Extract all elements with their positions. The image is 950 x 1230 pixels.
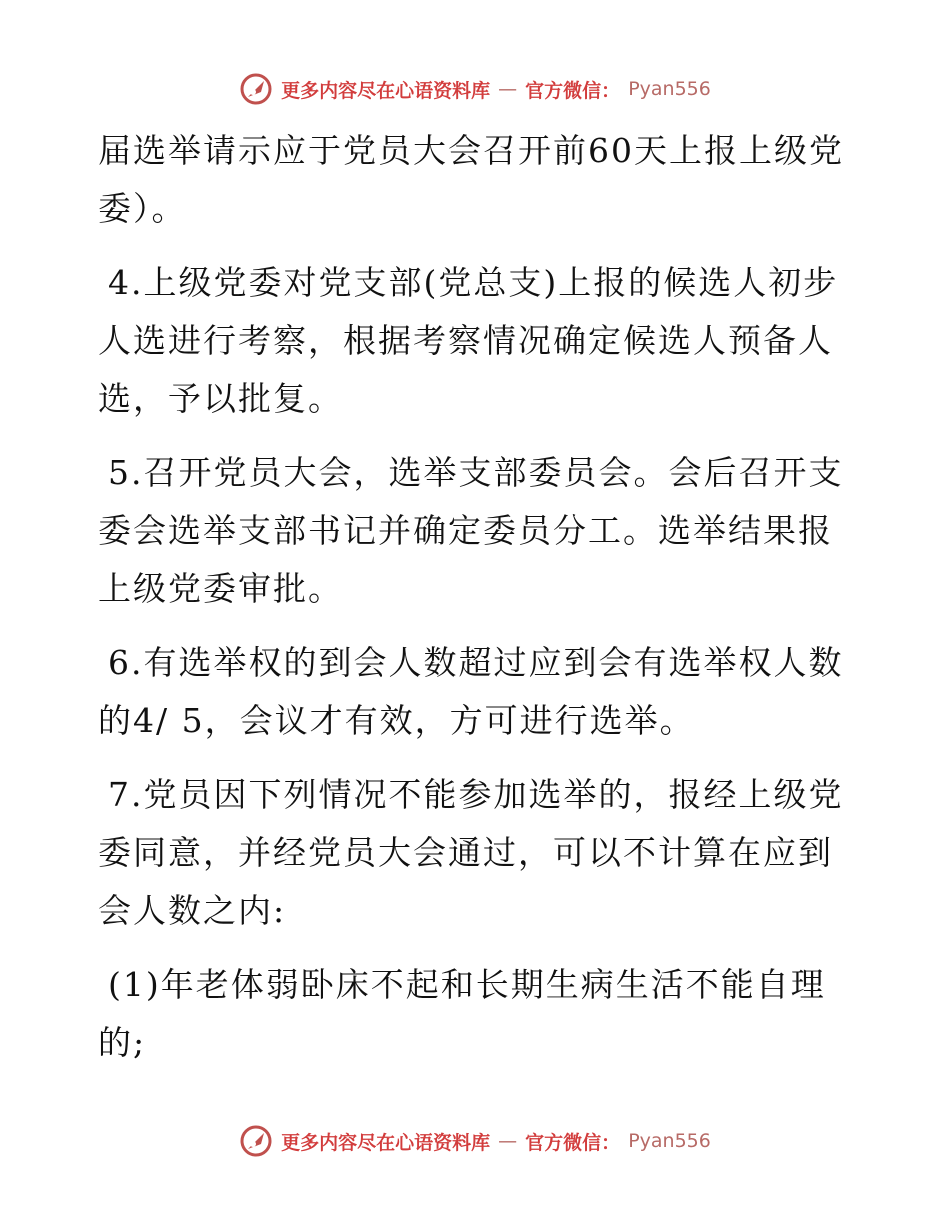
paragraph-item-6: 6.有选举权的到会人数超过应到会有选举权人数的4/ 5，会议才有效，方可进行选举。 — [98, 643, 844, 740]
red-quill-logo-icon — [239, 1124, 273, 1158]
paragraph-item-7: 7.党员因下列情况不能参加选举的，报经上级党委同意，并经党员大会通过，可以不计算在应到会人数之内: — [98, 775, 844, 930]
watermark-dash: — — [498, 1130, 518, 1152]
watermark-official-text: 官方微信： — [525, 1131, 621, 1154]
footer-watermark — [0, 1124, 950, 1158]
watermark-promo-text: 更多内容尽在心语资料库 — [281, 1131, 491, 1154]
paragraph-item-5: 5.召开党员大会，选举支部委员会。会后召开支委会选举支部书记并确定委员分工。选举结果报上级党委审批。 — [98, 453, 844, 608]
watermark-dash: — — [498, 78, 518, 100]
paragraph-continuation: 届选举请示应于党员大会召开前60天上报上级党委）。 — [98, 131, 844, 228]
header-watermark — [0, 72, 950, 106]
paragraph-subitem-1: (1)年老体弱卧床不起和长期生病生活不能自理的; — [98, 965, 826, 1062]
document-body — [98, 122, 858, 1072]
watermark-wechat-id: Pyan556 — [628, 78, 711, 100]
watermark-wechat-id: Pyan556 — [628, 1130, 711, 1152]
watermark-official-text: 官方微信： — [525, 79, 621, 102]
watermark-promo-text: 更多内容尽在心语资料库 — [281, 79, 491, 102]
paragraph-item-4: 4.上级党委对党支部(党总支)上报的候选人初步人选进行考察，根据考察情况确定候选人预备人选，予以批复。 — [98, 263, 839, 418]
red-quill-logo-icon — [239, 72, 273, 106]
